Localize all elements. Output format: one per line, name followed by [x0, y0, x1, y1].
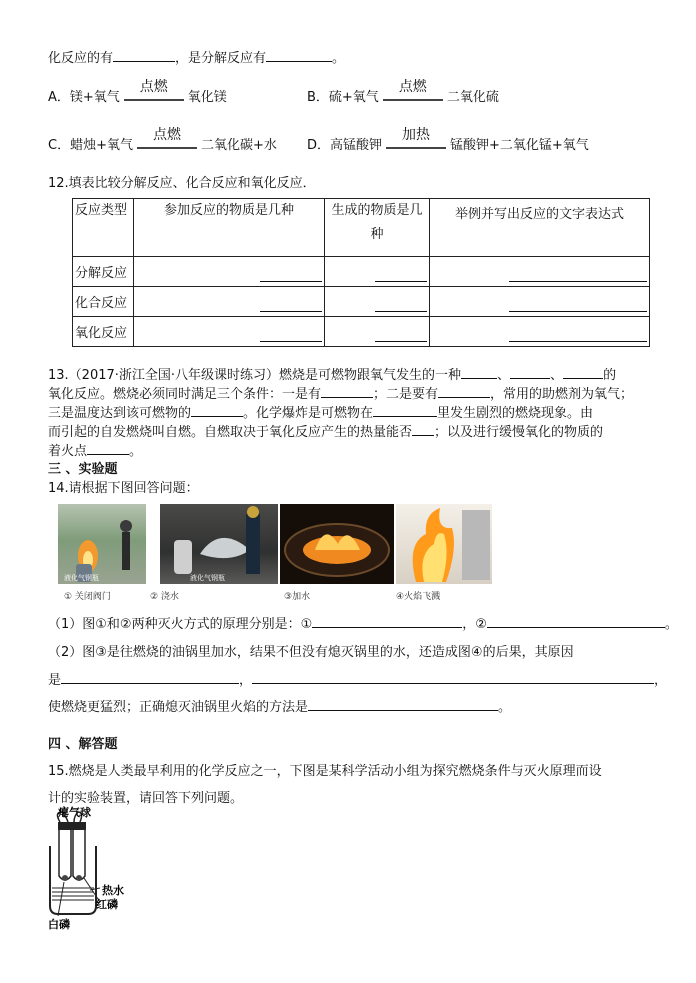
text: 的	[603, 368, 617, 383]
q14-part2-answer	[48, 669, 667, 688]
photo-pour-water	[160, 504, 278, 584]
stopper-icon	[72, 822, 86, 830]
text: 13.（2017·浙江全国·八年级课时练习）燃烧是可燃物跟氧气发生的一种	[48, 368, 462, 383]
text: 三是温度达到该可燃物的	[48, 406, 192, 421]
water-lines-icon	[52, 888, 94, 900]
text: 。化学爆炸是可燃物在	[243, 406, 374, 421]
red-phosphorus-icon	[76, 875, 82, 881]
option-text: 二氧化硫	[446, 90, 499, 105]
table-cell[interactable]	[325, 287, 430, 317]
text: 使燃烧更猛烈；正确熄灭油锅里火焰的方法是	[48, 700, 309, 715]
q12-title: 12.填表比较分解反应、化合反应和氧化反应．	[48, 176, 316, 191]
text: ，是分解反应有	[175, 51, 267, 66]
table-header-row	[73, 199, 650, 257]
answer-blank[interactable]	[260, 327, 322, 342]
hot-water-label: 热水	[102, 884, 124, 897]
table-row	[73, 317, 650, 347]
option-text: D．高锰酸钾	[307, 138, 383, 153]
answer-blank[interactable]	[509, 327, 647, 342]
q13-line5	[48, 440, 142, 459]
table-cell[interactable]	[325, 317, 430, 347]
white-phosphorus-icon	[62, 875, 68, 881]
table-cell[interactable]	[430, 287, 650, 317]
q14-part1	[48, 613, 678, 632]
option-a	[48, 78, 227, 108]
text: 里发生剧烈的燃烧现象。由	[437, 406, 594, 421]
option-text: 氧化镁	[187, 90, 227, 105]
section-heading: 三 、实验题	[48, 462, 118, 477]
answer-blank[interactable]	[375, 267, 427, 282]
reaction-arrow	[386, 147, 446, 149]
row-label: 氧化反应	[73, 317, 134, 347]
photo-close-valve	[58, 504, 146, 584]
balloon-label: 瘪气球	[58, 806, 91, 819]
text: 。	[664, 617, 678, 632]
header-cell: 反应类型	[73, 199, 134, 257]
text: ，常用的助燃剂为氧气；	[490, 387, 634, 402]
answer-blank[interactable]	[373, 402, 437, 417]
table-cell[interactable]	[430, 257, 650, 287]
option-text: 二氧化碳+水	[200, 138, 277, 153]
wok-fire-icon	[280, 504, 394, 584]
photo-flame-splash	[396, 504, 492, 584]
answer-blank[interactable]	[191, 402, 243, 417]
q14-part2-end	[48, 696, 511, 715]
table-cell[interactable]	[325, 257, 430, 287]
reaction-condition	[124, 78, 184, 108]
header-cell: 举例并写出反应的文字表达式	[430, 199, 650, 257]
answer-blank[interactable]	[509, 267, 647, 282]
header-cell: 生成的物质是几种	[325, 199, 430, 257]
text: 氧化反应。燃烧必须同时满足三个条件：一是有	[48, 387, 322, 402]
text: 着火点	[48, 444, 88, 459]
red-phosphorus-label: 红磷	[96, 898, 118, 911]
condition-label: 点燃	[398, 78, 427, 95]
table-cell[interactable]	[134, 257, 325, 287]
answer-blank[interactable]	[266, 47, 332, 62]
reaction-condition	[386, 126, 446, 156]
answer-blank[interactable]	[563, 364, 603, 379]
answer-blank[interactable]	[375, 327, 427, 342]
fire-scene-icon	[58, 504, 146, 584]
q14-title: 14.请根据下图回答问题：	[48, 481, 199, 496]
answer-blank[interactable]	[260, 297, 322, 312]
option-b	[307, 78, 499, 108]
flame-splash-icon	[396, 504, 492, 584]
answer-blank[interactable]	[252, 669, 654, 684]
photo-add-water	[280, 504, 394, 584]
table-cell[interactable]	[134, 317, 325, 347]
row-label: 分解反应	[73, 257, 134, 287]
answer-blank[interactable]	[61, 669, 239, 684]
svg-text:液化气钢瓶: 液化气钢瓶	[64, 574, 99, 582]
q13-line4	[48, 421, 603, 440]
text: ，②	[462, 617, 487, 632]
text: 。	[332, 51, 346, 66]
answer-blank[interactable]	[461, 364, 497, 379]
text: ；二是要有	[373, 387, 439, 402]
test-tube-icon	[73, 830, 85, 880]
answer-blank[interactable]	[412, 421, 434, 436]
answer-blank[interactable]	[308, 696, 498, 711]
text: 化反应的有	[48, 51, 114, 66]
option-text: B．硫+氧气	[307, 90, 379, 105]
section-heading: 四 、解答题	[48, 737, 118, 752]
answer-blank[interactable]	[487, 613, 665, 628]
q15-line1: 15.燃烧是人类最早利用的化学反应之一，下图是某科学活动小组为探究燃烧条件与灭火原理而设	[48, 764, 602, 779]
option-text: C．蜡烛+氧气	[48, 138, 133, 153]
condition-label: 点燃	[139, 78, 168, 95]
q13-line1: 13.（2017·浙江全国·八年级课时练习）燃烧是可燃物跟氧气发生的一种 、 、 的	[48, 364, 616, 383]
option-c	[48, 126, 277, 156]
text: （1）图①和②两种灭火方式的原理分别是：①	[48, 617, 313, 632]
test-tube-icon	[59, 830, 71, 880]
text: ，	[654, 673, 668, 688]
option-text: A．镁+氧气	[48, 90, 120, 105]
comparison-table	[72, 198, 650, 347]
text: 而引起的自发燃烧叫自燃。自燃取决于氧化反应产生的热量能否	[48, 425, 413, 440]
table-row	[73, 257, 650, 287]
option-d	[307, 126, 589, 156]
text: ，	[239, 673, 253, 688]
condition-label: 加热	[402, 126, 431, 143]
q13-line2	[48, 383, 633, 402]
photo-caption: ④火焰飞溅	[396, 592, 441, 602]
condition-label: 点燃	[152, 126, 181, 143]
reaction-arrow	[383, 99, 443, 101]
row-label: 化合反应	[73, 287, 134, 317]
reaction-arrow	[124, 99, 184, 101]
table-row	[73, 287, 650, 317]
table-cell[interactable]	[134, 287, 325, 317]
text: 是	[48, 673, 62, 688]
answer-blank[interactable]	[510, 364, 550, 379]
option-text: 锰酸钾+二氧化锰+氧气	[450, 138, 589, 153]
table-cell[interactable]	[430, 317, 650, 347]
svg-text:液化气钢瓶: 液化气钢瓶	[190, 574, 225, 582]
reaction-condition	[383, 78, 443, 108]
answer-blank[interactable]	[87, 440, 129, 455]
answer-blank[interactable]	[260, 267, 322, 282]
photo-caption: ② 浇水	[150, 592, 179, 602]
answer-blank[interactable]	[509, 297, 647, 312]
text: ；以及进行缓慢氧化的物质的	[434, 425, 604, 440]
answer-blank[interactable]	[438, 383, 490, 398]
q11-tail-line	[48, 47, 345, 66]
water-scene-icon	[160, 504, 278, 584]
text: 。	[129, 444, 143, 459]
white-phosphorus-label: 白磷	[48, 918, 70, 930]
answer-blank[interactable]	[113, 47, 175, 62]
answer-blank[interactable]	[375, 297, 427, 312]
photo-caption: ③加水	[284, 592, 311, 602]
q13-line3	[48, 402, 593, 421]
answer-blank[interactable]	[312, 613, 462, 628]
text: 。	[498, 700, 512, 715]
apparatus-diagram	[44, 806, 154, 930]
reaction-condition	[137, 126, 197, 156]
header-cell: 参加反应的物质是几种	[134, 199, 325, 257]
q15-line2: 计的实验装置，请回答下列问题。	[48, 791, 244, 806]
answer-blank[interactable]	[321, 383, 373, 398]
photo-caption: ① 关闭阀门	[64, 592, 111, 602]
reaction-arrow	[137, 147, 197, 149]
q14-part2: （2）图③是往燃烧的油锅里加水，结果不但没有熄灭锅里的水，还造成图④的后果，其原因	[48, 645, 574, 660]
stopper-icon	[58, 822, 72, 830]
